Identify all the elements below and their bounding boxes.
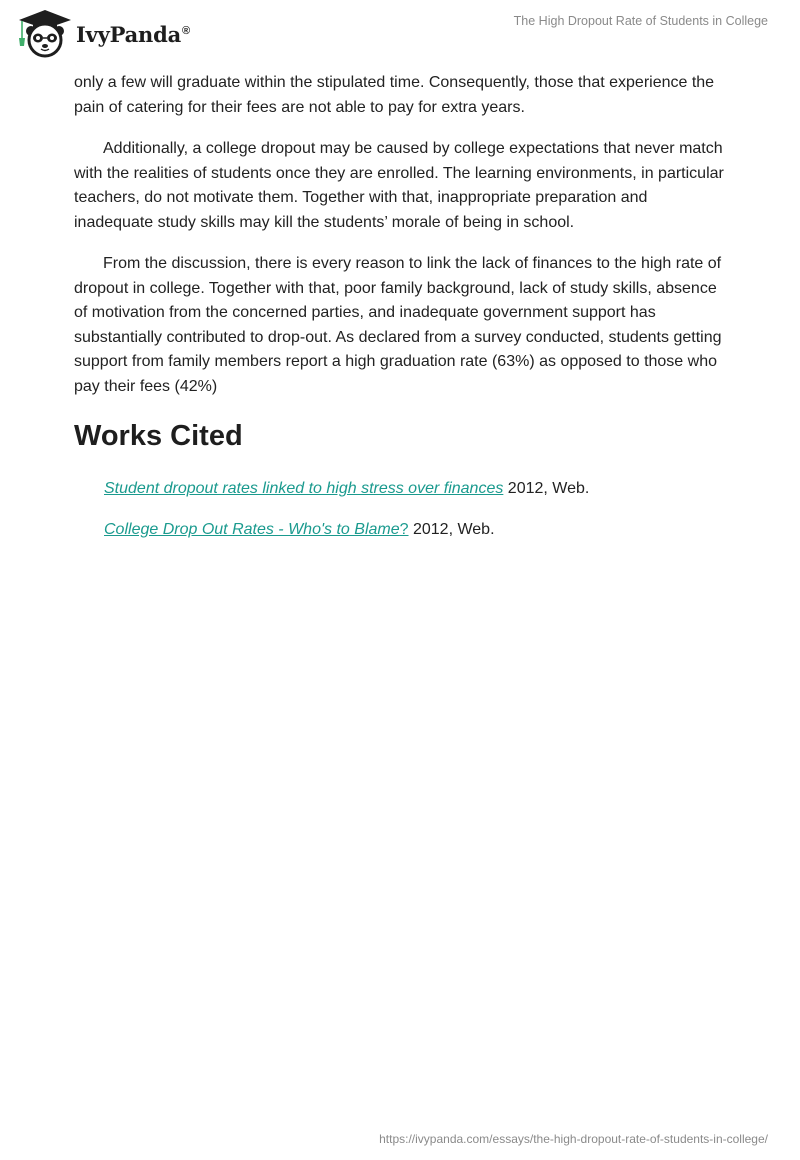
document-title: The High Dropout Rate of Students in College bbox=[513, 14, 768, 28]
logo-text bbox=[76, 22, 190, 47]
body-paragraph: only a few will graduate within the stipulated time. Consequently, those that experience the pain of catering for their fees are not able to pay for extra years. bbox=[74, 74, 715, 116]
page-header bbox=[0, 0, 800, 60]
citation-details: 2012, Web. bbox=[503, 480, 590, 497]
citation-details: 2012, Web. bbox=[408, 521, 495, 538]
essay-content bbox=[74, 71, 726, 559]
citation-link[interactable]: Student dropout rates linked to high stress over finances bbox=[104, 480, 504, 497]
works-cited-heading: Works Cited bbox=[74, 420, 243, 452]
source-url[interactable]: https://ivypanda.com/essays/the-high-dropout-rate-of-students-in-college/ bbox=[379, 1132, 768, 1146]
body-paragraph: From the discussion, there is every reason to link the lack of finances to the high rate of dropout in college. Together with that, poor family background, lack of study skills, absence of motivation from the concerned parties, and inadequate government support has substantially contributed to drop-out. As declared from a survey conducted, students getting support from family members report a high graduation rate (63%) as opposed to those who pay their fees (42%) bbox=[74, 255, 722, 395]
brand-name: IvyPanda bbox=[76, 21, 182, 47]
citation-link[interactable] bbox=[104, 521, 409, 538]
citation-entry bbox=[104, 477, 726, 501]
panda-graduate-icon bbox=[16, 8, 74, 58]
citation-link-suffix: ? bbox=[399, 521, 409, 538]
ivypanda-logo[interactable] bbox=[16, 8, 190, 58]
citation-entry bbox=[104, 518, 726, 542]
body-paragraph: Additionally, a college dropout may be caused by college expectations that never match with the realities of students once they are enrolled. The learning environments, in particular teachers, do not motivate them. Together with that, inappropriate preparation and inadequate study skills may kill the students’ morale of being in school. bbox=[74, 140, 724, 231]
citation-link-title: College Drop Out Rates - Who's to Blame bbox=[104, 521, 400, 538]
registered-mark: ® bbox=[182, 24, 190, 37]
